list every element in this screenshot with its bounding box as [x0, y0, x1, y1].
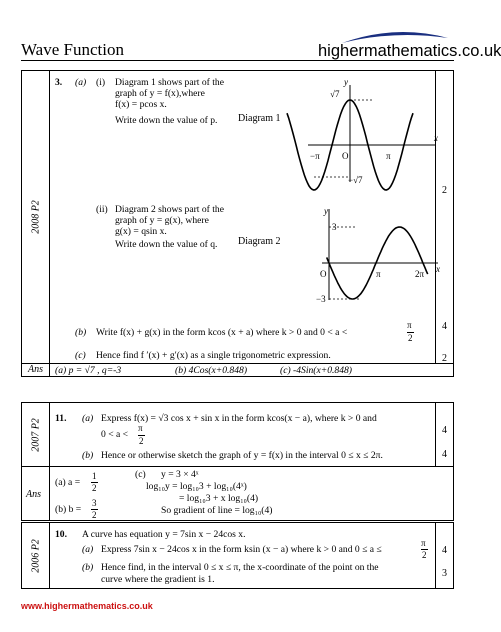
x-axis-label: x — [434, 133, 438, 143]
question-body — [50, 71, 440, 364]
ans-label-cell — [22, 467, 50, 521]
question-body — [50, 523, 436, 589]
x-axis-label: x — [436, 264, 440, 274]
part-a-text: Express f(x) = √3 cos x + sin x in the form kcos(x − a), where k > 0 and — [101, 413, 377, 424]
diagram-2 — [238, 205, 443, 304]
answer-c-line: = log₁₀3 + x log₁₀(4) — [179, 493, 259, 504]
mark: 4 — [442, 545, 447, 556]
answer-c-line: y = 3 × 4ˣ — [161, 469, 199, 480]
fraction-denominator: 2 — [92, 510, 97, 520]
pi-label: π — [386, 151, 391, 161]
fraction-numerator: 1 — [92, 471, 97, 481]
fraction-numerator: π — [138, 423, 143, 433]
question-2008 — [21, 70, 454, 377]
max-label: 3 — [332, 222, 337, 232]
origin-label: O — [342, 151, 349, 161]
text-line: Diagram 1 shows part of the — [115, 77, 224, 88]
fraction-denominator: 2 — [408, 333, 413, 343]
answer-c: (c) -4Sin(x+0.848) — [280, 365, 353, 376]
answer-row — [50, 364, 454, 377]
mark: 4 — [442, 449, 447, 460]
min-label: −3 — [316, 294, 326, 304]
question-2007 — [21, 402, 454, 521]
text-line: graph of y = g(x), where — [115, 215, 209, 226]
diagram-1 — [238, 77, 443, 187]
part-a-label: (a) — [82, 544, 94, 555]
fraction-denominator: 2 — [139, 436, 144, 446]
header-divider — [21, 60, 454, 61]
ans-label: Ans — [22, 364, 50, 377]
part-a-text: 0 < a < — [101, 429, 129, 440]
part-b-text: Hence or otherwise sketch the graph of y = f(x) in the interval 0 ≤ x ≤ 2π. — [101, 450, 383, 461]
fraction-numerator: π — [421, 538, 426, 548]
part-a-label: (a) — [75, 77, 87, 88]
pi-label: π — [376, 269, 381, 279]
max-label: √7 — [330, 89, 340, 99]
origin-label: O — [320, 269, 327, 279]
y-axis-label: y — [344, 77, 348, 87]
part-c-label: (c) — [75, 350, 86, 361]
marks-column — [436, 71, 454, 364]
part-c-text: Hence find f ′(x) + g′(x) as a single trigonometric expression. — [96, 350, 331, 361]
part-b-label: (b) — [82, 562, 94, 573]
question-number: 11. — [55, 413, 67, 424]
text-line: graph of y = f(x),where — [115, 88, 205, 99]
site-logo-text: highermathematics.co.uk — [318, 42, 501, 60]
text-line: f(x) = pcos x. — [115, 99, 167, 110]
part-i-label: (i) — [96, 77, 106, 88]
answer-c-line: log₁₀y = log₁₀3 + log₁₀(4ˣ) — [146, 481, 247, 492]
text-line: Diagram 2 shows part of the — [115, 204, 224, 215]
marks-column — [436, 523, 454, 589]
text-line: g(x) = qsin x. — [115, 226, 167, 237]
text-line: Write down the value of p. — [115, 115, 218, 126]
mark: 2 — [442, 353, 447, 364]
fraction-numerator: π — [407, 320, 412, 330]
year-label: 2008 P2 — [30, 200, 41, 234]
fraction-denominator: 2 — [422, 550, 427, 560]
part-b-text: Write f(x) + g(x) in the form kcos (x + a) where k > 0 and 0 < a < — [96, 327, 348, 338]
ans-label: Ans — [26, 489, 41, 500]
mark: 3 — [442, 568, 447, 579]
answer-a: (a) a = — [55, 477, 81, 488]
answer-c-label: (c) — [135, 469, 146, 480]
year-cell — [22, 71, 50, 364]
answer-row — [50, 467, 454, 521]
part-a-label: (a) — [82, 413, 94, 424]
part-b-label: (b) — [75, 327, 87, 338]
year-cell — [22, 523, 50, 589]
min-label: −√7 — [348, 175, 363, 185]
answer-b: (b) b = — [55, 504, 82, 515]
question-number: 10. — [55, 529, 67, 540]
y-axis-label: y — [324, 206, 328, 216]
neg-pi-label: −π — [310, 151, 320, 161]
fraction-denominator: 2 — [92, 483, 97, 493]
question-body — [50, 403, 436, 467]
diagram-2-title: Diagram 2 — [238, 236, 281, 247]
part-ii-label: (ii) — [96, 204, 108, 215]
year-cell — [22, 403, 50, 467]
footer-url[interactable]: www.highermathematics.co.uk — [21, 601, 153, 611]
answer-a: (a) p = √7 , q=-3 — [55, 365, 122, 376]
mark: 4 — [442, 321, 447, 332]
text-line: Write down the value of q. — [115, 239, 218, 250]
part-a-text: Express 7sin x − 24cos x in the form ksin (x − a) where k > 0 and 0 ≤ a ≤ — [101, 544, 382, 555]
question-intro: A curve has equation y = 7sin x − 24cos x. — [82, 529, 246, 540]
year-label: 2007 P2 — [30, 417, 41, 452]
mark: 4 — [442, 425, 447, 436]
answer-b: (b) 4Cos(x+0.848) — [175, 365, 248, 376]
part-b-text: Hence find, in the interval 0 ≤ x ≤ π, the x-coordinate of the point on the — [101, 562, 379, 573]
question-number: 3. — [55, 77, 63, 88]
year-label: 2006 P2 — [30, 538, 41, 573]
answer-c-line: So gradient of line = log₁₀(4) — [161, 505, 273, 516]
part-b-text: curve where the gradient is 1. — [101, 574, 215, 585]
question-2006 — [21, 522, 454, 589]
two-pi-label: 2π — [415, 269, 425, 279]
mark: 2 — [442, 185, 447, 196]
fraction-numerator: 3 — [92, 498, 97, 508]
part-b-label: (b) — [82, 450, 94, 461]
page-title: Wave Function — [21, 40, 124, 59]
marks-column — [436, 403, 454, 467]
diagram-1-title: Diagram 1 — [238, 113, 281, 124]
